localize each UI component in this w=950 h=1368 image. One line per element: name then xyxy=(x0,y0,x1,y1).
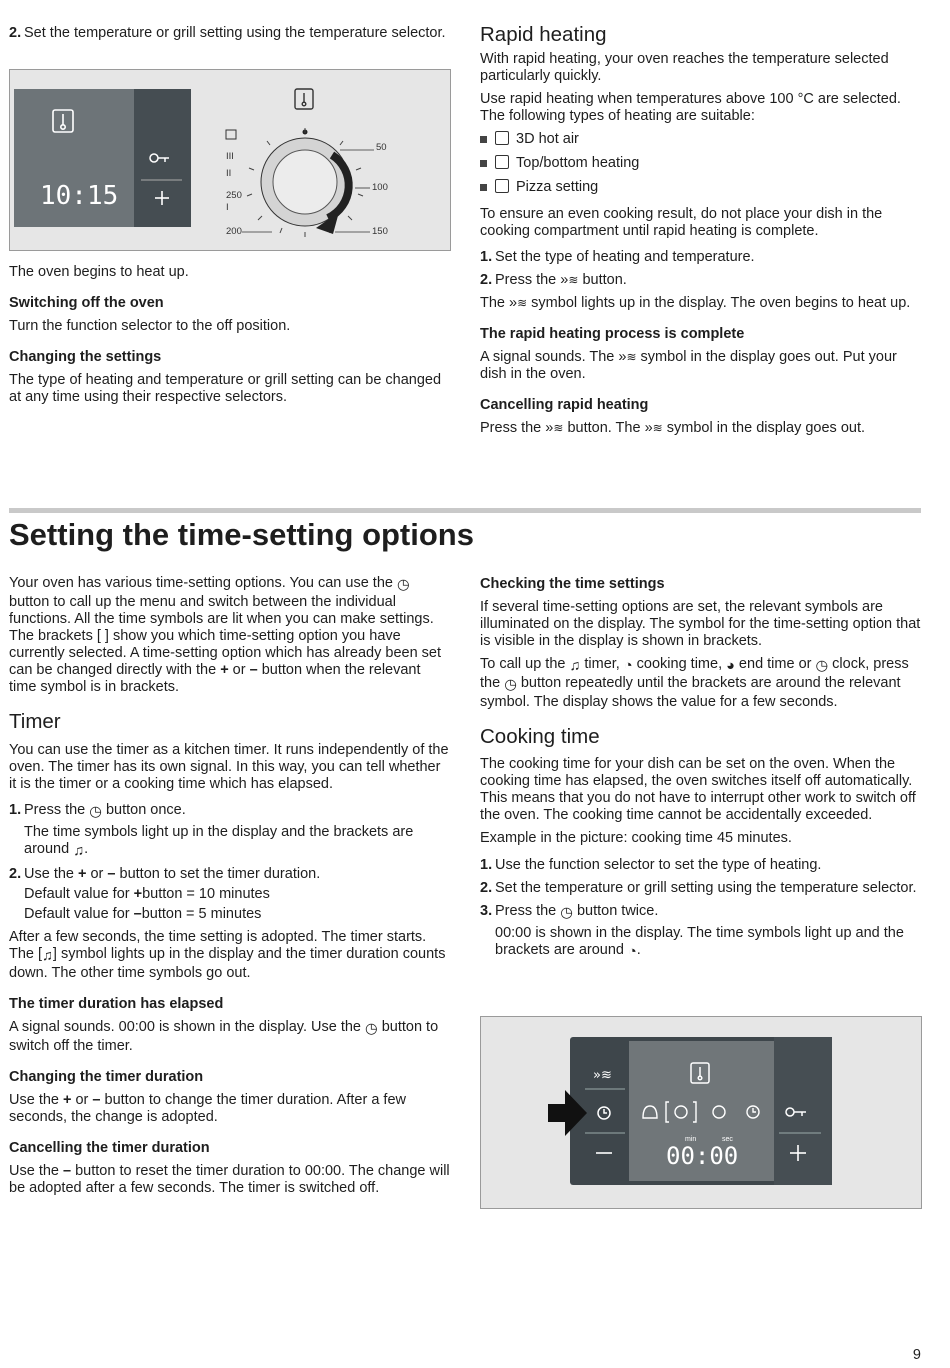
timer-elapsed-text: A signal sounds. 00:00 is shown in the display. Use the ◷ button to switch off the timer. xyxy=(9,1019,439,1054)
step-set-temperature: 2. Set the temperature or grill setting using the temperature selector. xyxy=(9,25,446,41)
min-label: min xyxy=(685,1136,697,1143)
rapid-heating-icon xyxy=(593,1068,612,1083)
rapid-p3: To ensure an even cooking result, do not place your dish in the cooking compartment until rapid heating is complete. xyxy=(480,206,883,239)
rapid-heating-title: Rapid heating xyxy=(480,23,607,46)
timer-title: Timer xyxy=(9,710,61,733)
rapid-step1: 1. Set the type of heating and temperature. xyxy=(480,249,755,265)
bullet-square xyxy=(480,184,487,191)
cooking-time-figure xyxy=(480,1016,922,1209)
display-time: 00:00 xyxy=(666,1142,739,1170)
temperature-selector-icon xyxy=(295,89,313,109)
oven-control-illustration xyxy=(10,70,450,250)
dial-label-ii: II xyxy=(226,168,232,179)
rapid-p1: With rapid heating, your oven reaches the temperature selected particularly quickly. xyxy=(480,51,889,84)
left-bottom-column xyxy=(9,575,451,1203)
cooking-time-icon: ◔ xyxy=(623,658,633,674)
oven-control-figure xyxy=(9,69,451,251)
dial-label-250: 250 xyxy=(226,190,242,201)
oven-mode-icon xyxy=(226,130,236,139)
dial-label-50: 50 xyxy=(376,142,387,153)
rapid-heating-icon: »≋ xyxy=(644,420,663,436)
cooking-step3: 3. Press the ◷ button twice. 00:00 is shown in the display. The time symbols light up and the brackets are around ◔. xyxy=(480,903,904,960)
end-time-icon: ◕ xyxy=(726,658,735,674)
clock-icon: ◷ xyxy=(89,804,102,820)
rapid-heating-icon: »≋ xyxy=(509,295,528,311)
rapid-step2: 2. Press the »≋ button. xyxy=(480,272,627,288)
top-bottom-heating-icon xyxy=(495,155,509,169)
timer-step1: 1. Press the ◷ button once. The time symbols light up in the display and the brackets are around ♫. xyxy=(9,802,414,859)
switching-off-text: Turn the function selector to the off position. xyxy=(9,318,291,334)
clock-icon: ◷ xyxy=(397,577,410,593)
clock-icon: ◷ xyxy=(560,905,573,921)
clock-icon: ◷ xyxy=(504,677,517,693)
clock-icon: ◷ xyxy=(815,658,829,674)
rapid-heating-section xyxy=(480,23,922,443)
left-top-text xyxy=(9,264,449,412)
cooking-time-illustration xyxy=(481,1017,921,1208)
clock-icon: ◷ xyxy=(365,1021,378,1037)
cooking-time-icon: ◔ xyxy=(628,944,637,960)
checking-p1: If several time-setting options are set, the relevant symbols are illuminated on the display. The symbol for the time-setting option that is visible in the display is shown in brackets. xyxy=(480,599,921,649)
intro-text: Your oven has various time-setting options. You can use the ◷ button to call up the menu and switch between the individual functions. All the time symbols are lit when you can make settings. The brackets [ ] show you which time-setting option you have currently selected. A time-setting option which has already been set can be changed directly with the + or – button when the relevant time symbol is in brackets. xyxy=(9,575,442,695)
cooking-example: Example in the picture: cooking time 45 minutes. xyxy=(480,830,792,846)
dial-label-100: 100 xyxy=(372,182,388,193)
rapid-p2: Use rapid heating when temperatures above 100 °C are selected. The following types of heating are suitable: xyxy=(480,91,901,124)
left-top-column xyxy=(9,25,449,48)
rapid-heating-icon: »≋ xyxy=(545,420,564,436)
checking-p2: To call up the ♫ timer, ◔ cooking time, ◕ end time or ◷ clock, press the ◷ button repeatedly until the brackets are around the relevant symbol. The display shows the value for a few seconds. xyxy=(480,656,909,710)
cooking-step1: 1. Use the function selector to set the type of heating. xyxy=(480,857,822,873)
rapid-complete-text: A signal sounds. The »≋ symbol in the display goes out. Put your dish in the oven. xyxy=(480,349,897,382)
bullet-3d-hot-air: 3D hot air xyxy=(480,131,922,148)
cancelling-timer-text: Use the – button to reset the timer duration to 00:00. The change will be adopted after a few seconds. The timer is switched off. xyxy=(9,1163,450,1196)
3d-hot-air-icon xyxy=(495,131,509,145)
page-number: 9 xyxy=(912,1347,921,1363)
cooking-p1: The cooking time for your dish can be set on the oven. When the cooking time has elapsed, the oven switches itself off automatically. This means that you do not have to interrupt other work to switch off the oven. The cooking time cannot be accidentally exceeded. xyxy=(480,756,916,823)
oven-begins-text: The oven begins to heat up. xyxy=(9,264,189,280)
rapid-heating-icon: »≋ xyxy=(618,349,637,365)
bell-icon: ♫ xyxy=(42,948,53,964)
section-divider xyxy=(9,508,921,513)
bullet-square xyxy=(480,136,487,143)
display-time: 10:15 xyxy=(40,181,119,211)
bullet-pizza: Pizza setting xyxy=(480,179,922,196)
changing-timer-text: Use the + or – button to change the timer duration. After a few seconds, the change is adopted. xyxy=(9,1092,406,1125)
timer-step2: 2. Use the + or – button to set the timer duration. Default value for +button = 10 minutes Default value for –button = 5 minutes xyxy=(9,866,321,922)
rapid-cancel-text: Press the »≋ button. The »≋ symbol in the display goes out. xyxy=(480,420,866,436)
dial-label-200: 200 xyxy=(226,226,242,237)
bullet-square xyxy=(480,160,487,167)
heading-checking-times: Checking the time settings xyxy=(480,576,665,592)
bell-icon: ♫ xyxy=(73,843,85,859)
sec-label: sec xyxy=(722,1136,733,1143)
heading-cancelling-timer: Cancelling the timer duration xyxy=(9,1140,210,1156)
rapid-heating-icon: »≋ xyxy=(560,272,579,288)
heading-cancelling-rapid: Cancelling rapid heating xyxy=(480,397,649,413)
rapid-lights-text: The »≋ symbol lights up in the display. The oven begins to heat up. xyxy=(480,295,911,311)
cooking-time-title: Cooking time xyxy=(480,725,600,748)
pizza-setting-icon xyxy=(495,179,509,193)
heading-changing-timer: Changing the timer duration xyxy=(9,1069,204,1085)
right-bottom-column xyxy=(480,576,922,967)
heading-rapid-complete: The rapid heating process is complete xyxy=(480,326,745,342)
heading-timer-elapsed: The timer duration has elapsed xyxy=(9,996,224,1012)
svg-text:»≋: »≋ xyxy=(593,1068,612,1083)
temperature-dial xyxy=(247,128,363,237)
bell-icon: ♫ xyxy=(569,658,581,674)
timer-after-text: After a few seconds, the time setting is adopted. The timer starts. The [♫] symbol lights up in the display and the timer duration counts down. The other time symbols go out. xyxy=(9,929,446,981)
bullet-top-bottom: Top/bottom heating xyxy=(480,155,922,172)
timer-p1: You can use the timer as a kitchen timer. It runs independently of the oven. The timer has its own signal. In this way, you can tell whether it is the timer or a cooking time which has elapsed. xyxy=(9,742,449,792)
cooking-step2: 2. Set the temperature or grill setting using the temperature selector. xyxy=(480,880,917,896)
dial-label-150: 150 xyxy=(372,226,388,237)
dial-label-i: I xyxy=(226,202,229,213)
heading-changing-settings: Changing the settings xyxy=(9,349,162,365)
section-title: Setting the time-setting options xyxy=(9,517,474,552)
changing-settings-text: The type of heating and temperature or grill setting can be changed at any time using their respective selectors. xyxy=(9,372,442,405)
heading-switching-off: Switching off the oven xyxy=(9,295,164,311)
dial-label-iii: III xyxy=(226,151,234,162)
